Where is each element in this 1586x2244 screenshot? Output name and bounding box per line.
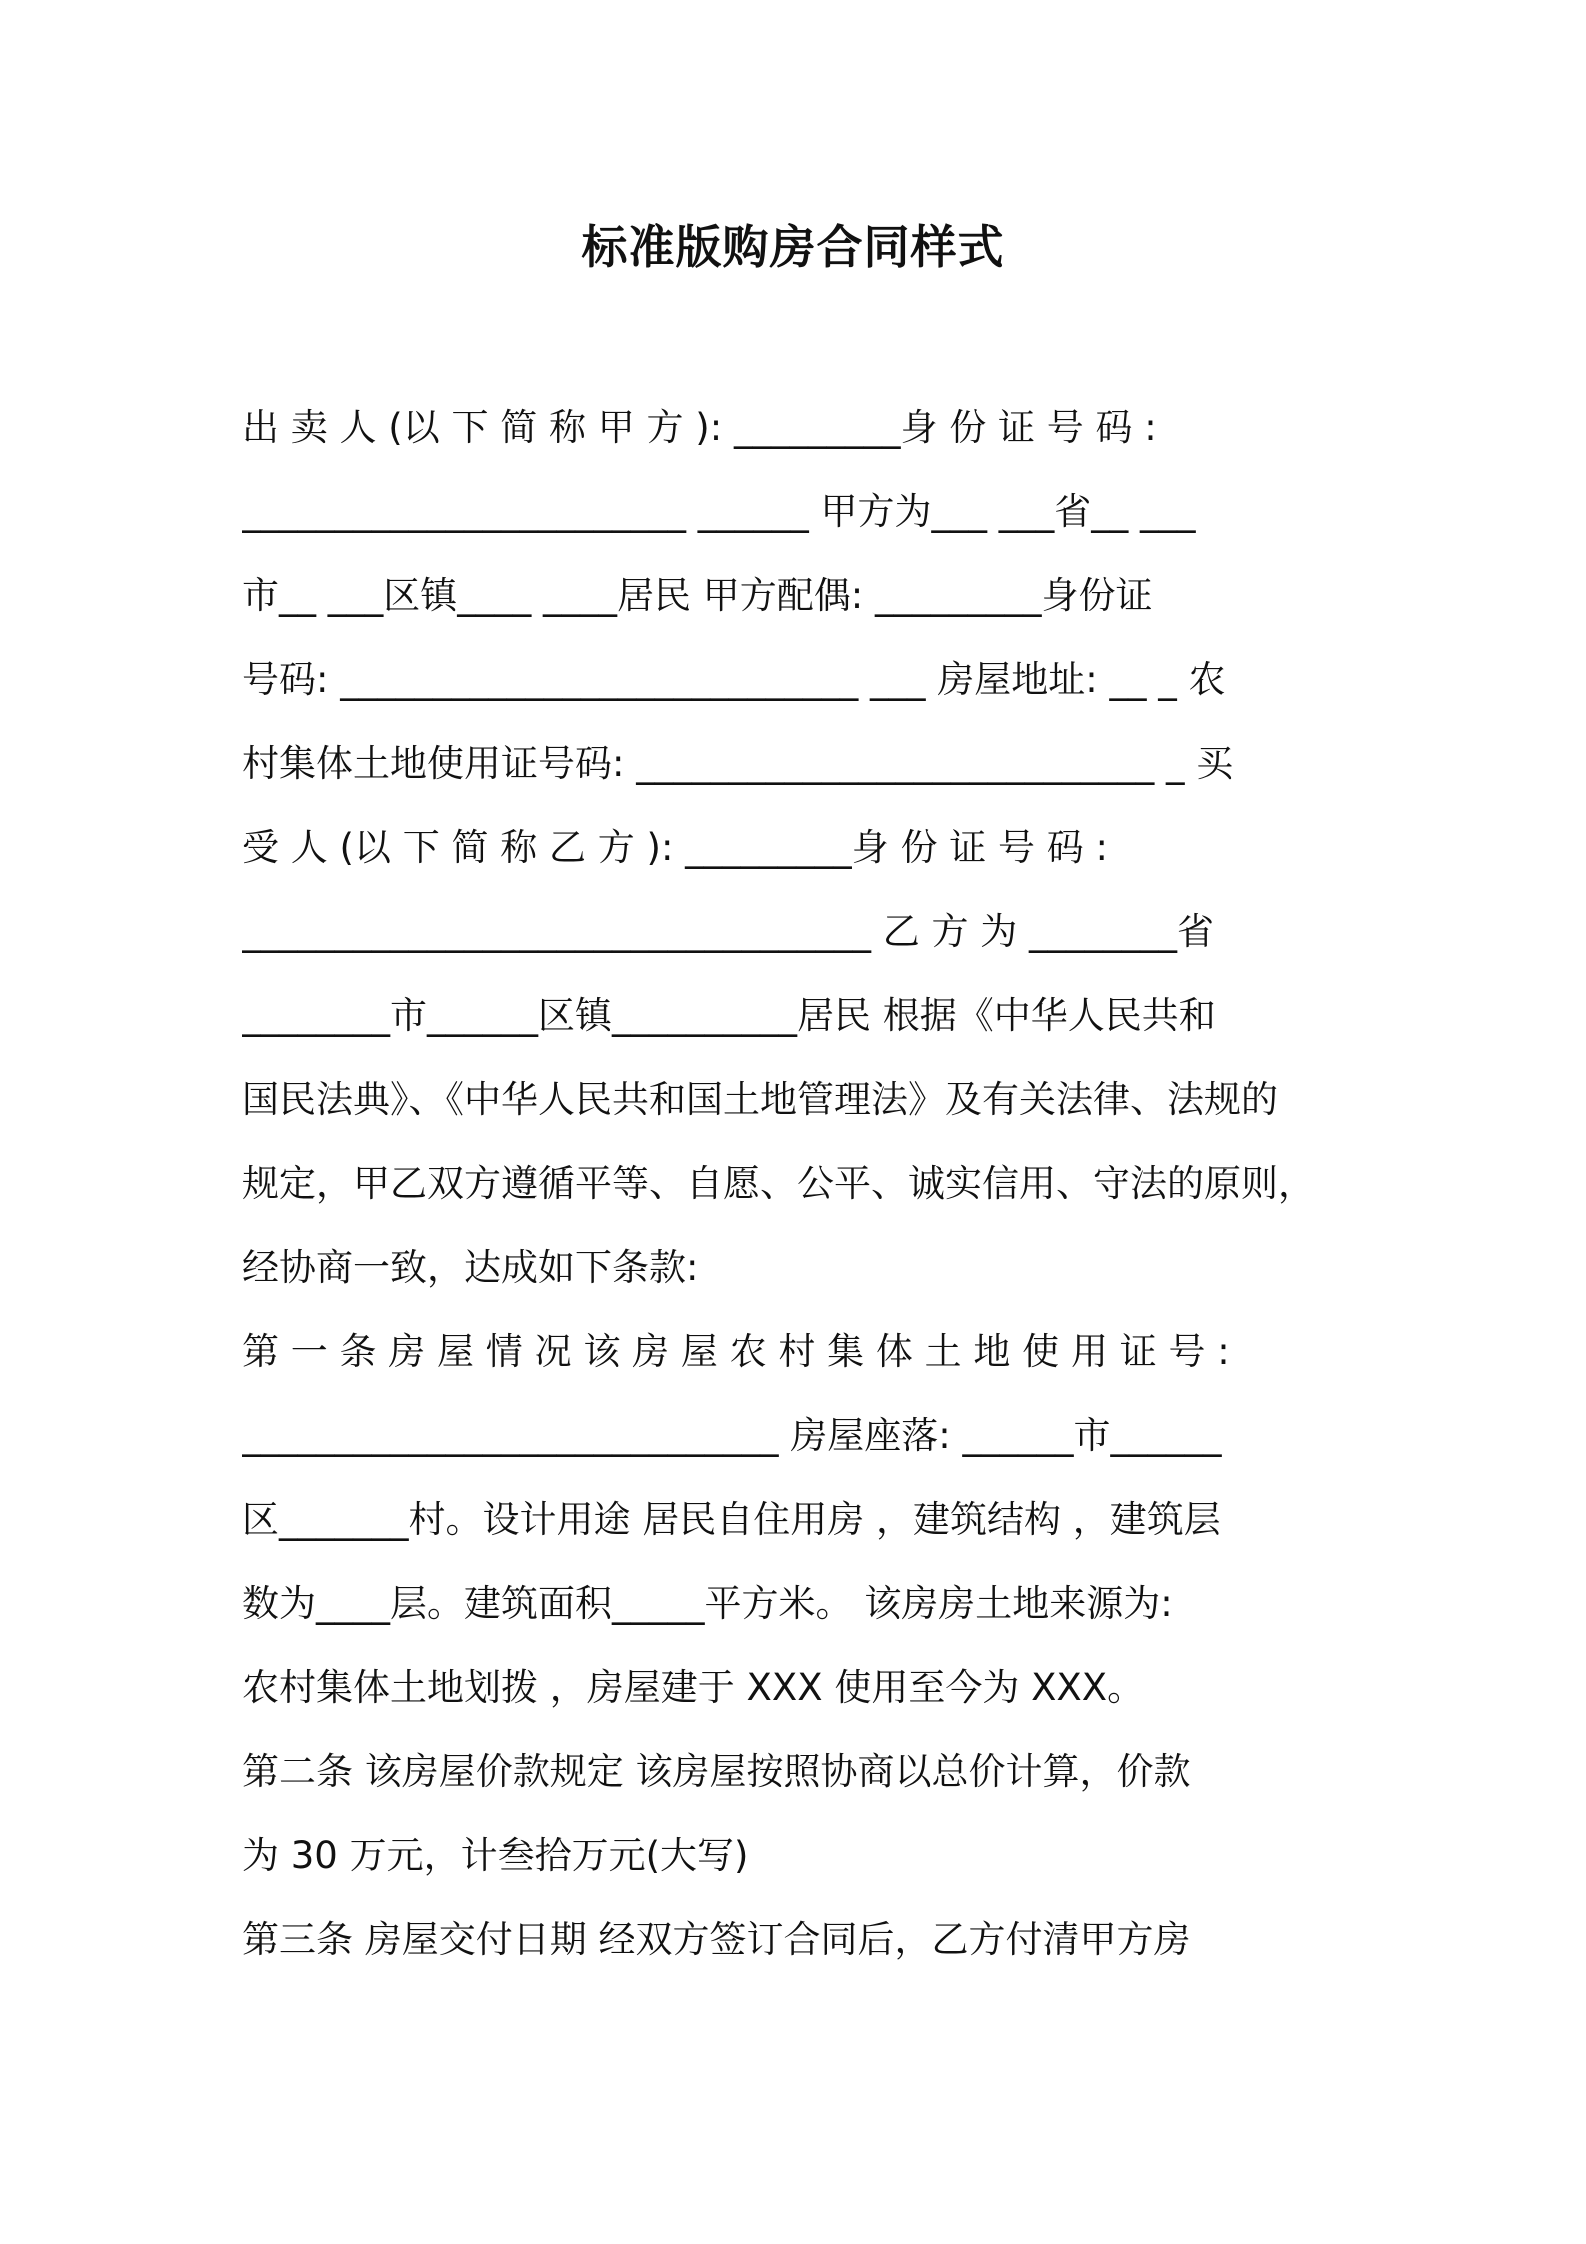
body-line-text: 号码: ____________________________ ___ 房屋地址: __ _ 农 [242,658,1226,701]
body-line-text: __________________________________ 乙 方 为 ________省 [242,910,1215,953]
body-line [242,650,1352,710]
body-line-text: 市__ ___区镇____ ____居民 甲方配偶: _________身份证 [242,574,1153,617]
body-line [242,1154,1352,1214]
body-line [242,818,1352,878]
article-2-line [242,1742,1352,1802]
body-line-text: 第 一 条 房 屋 情 况 该 房 屋 农 村 集 体 土 地 使 用 证 号 : [242,1330,1230,1373]
body-line-text: 经协商一致，达成如下条款: [242,1246,699,1289]
body-line [242,1574,1352,1634]
body-line-text: ________________________ ______ 甲方为___ ___省__ ___ [242,490,1196,533]
body-line-text: 为 30 万元，计叁拾万元(大写) [242,1834,749,1877]
body-line [242,1070,1352,1130]
body-line [242,902,1352,962]
body-line-text: 村集体土地使用证号码: ____________________________ _ 买 [242,742,1234,785]
body-line [242,1490,1352,1550]
body-line-text: 第二条 该房屋价款规定 该房屋按照协商以总价计算，价款 [242,1750,1191,1793]
article-1-line [242,1322,1352,1382]
article-3-line [242,1910,1352,1970]
body-line-text: 第三条 房屋交付日期 经双方签订合同后，乙方付清甲方房 [242,1918,1191,1961]
body-line [242,1658,1352,1718]
body-line [242,1238,1352,1298]
body-line [242,1826,1352,1886]
body-line-text: 出 卖 人 (以 下 简 称 甲 方 ): _________身 份 证 号 码 : [242,406,1157,449]
body-line [242,734,1352,794]
body-line-text: ________市______区镇__________居民 根据《中华人民共和 [242,994,1216,1037]
body-line-text: 受 人 (以 下 简 称 乙 方 ): _________身 份 证 号 码 : [242,826,1108,869]
body-line [242,566,1352,626]
body-line-text: 规定，甲乙双方遵循平等、自愿、公平、诚实信用、守法的原则， [242,1162,1315,1205]
body-line-text: _____________________________ 房屋座落: ______市______ [242,1414,1222,1457]
body-line-text: 农村集体土地划拨 ，房屋建于 XXX 使用至今为 XXX。 [242,1666,1145,1709]
body-line [242,398,1352,458]
document-title: 标准版购房合同样式 [581,220,1005,274]
body-line [242,482,1352,542]
body-line [242,1406,1352,1466]
body-line [242,986,1352,1046]
body-line-text: 区_______村。设计用途 居民自住用房 ，建筑结构 ，建筑层 [242,1498,1221,1541]
body-line-text: 国民法典》、《中华人民共和国土地管理法》及有关法律、法规的 [242,1078,1278,1121]
body-line-text: 数为____层。建筑面积_____平方米。 该房房土地来源为: [242,1582,1173,1625]
